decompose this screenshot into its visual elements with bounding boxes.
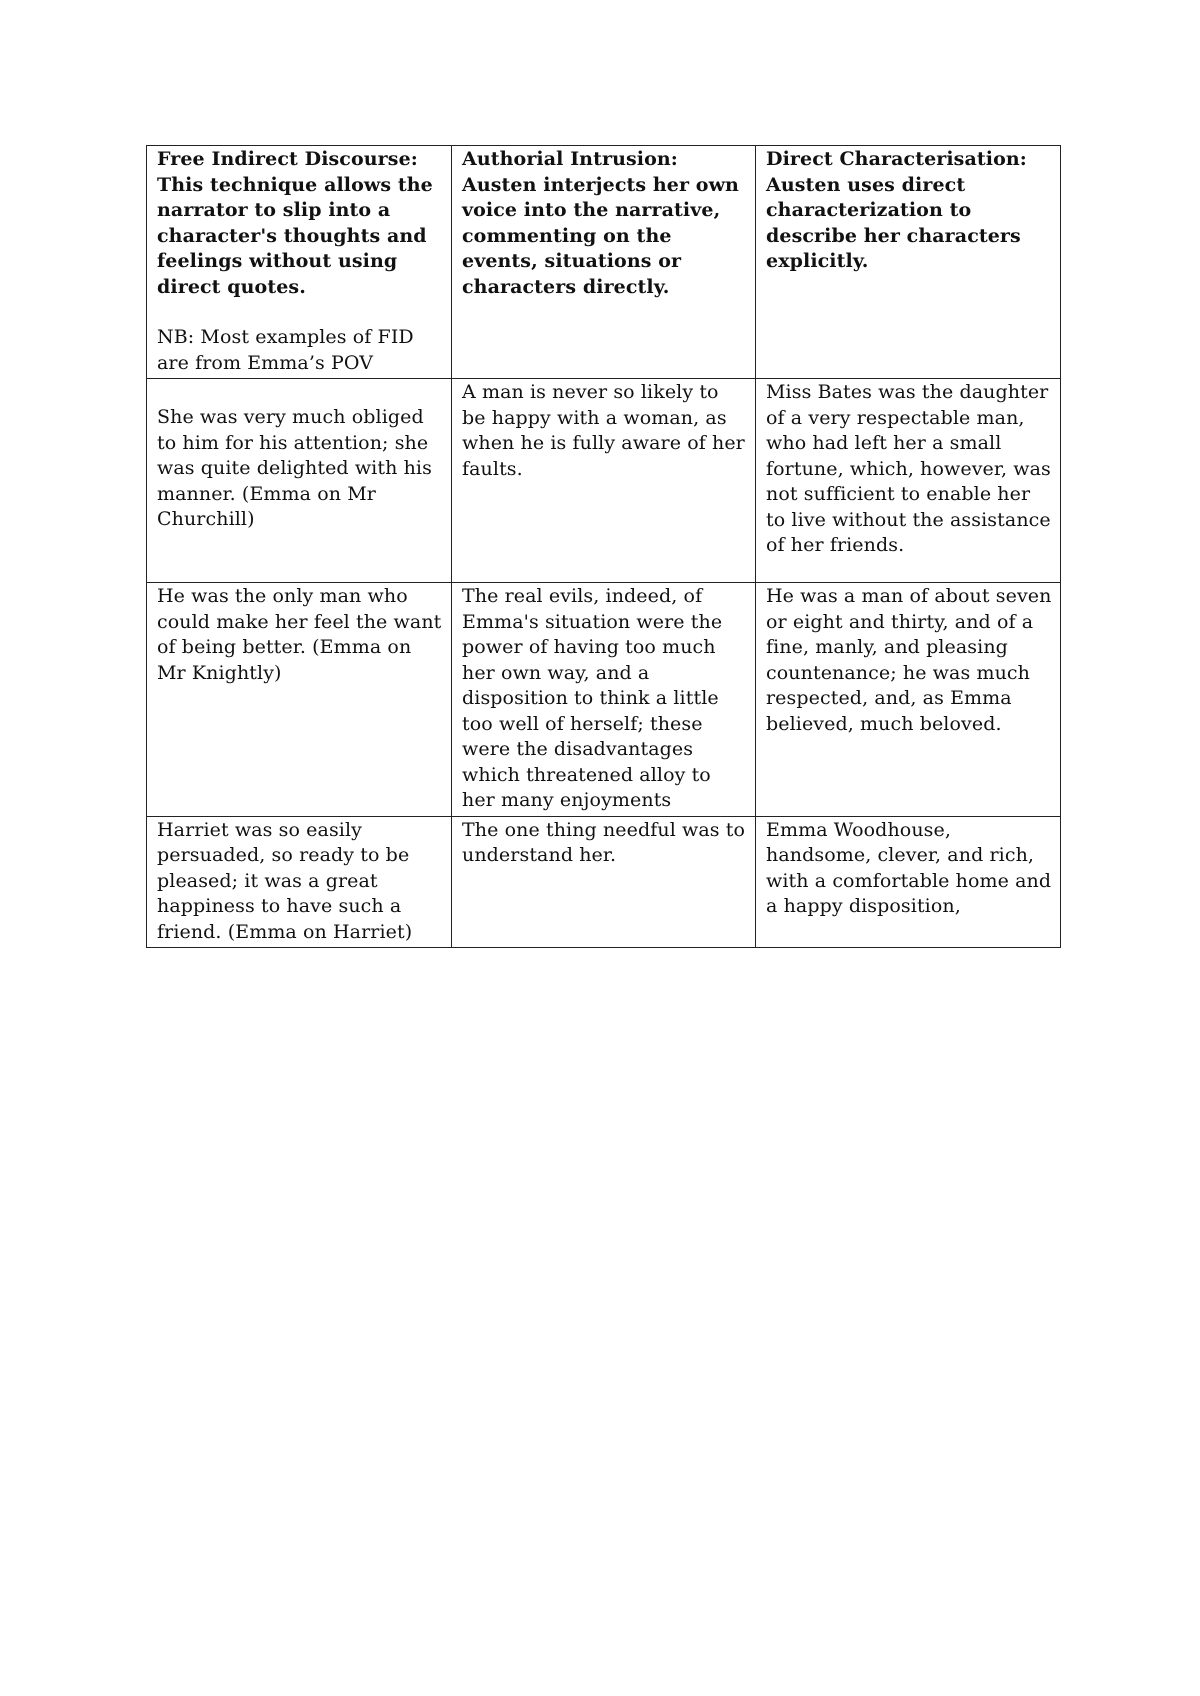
- header-note: NB: Most examples of FID are from Emma’s POV: [157, 326, 414, 374]
- cell-text: Emma Woodhouse, handsome, clever, and rich, with a comfortable home and a happy disposition,: [766, 818, 1052, 917]
- header-cell-free-indirect-discourse: [147, 146, 452, 379]
- header-description: This technique allows the narrator to slip into a character's thoughts and feelings without using direct quotes.: [157, 173, 433, 298]
- table-cell: [452, 816, 756, 948]
- cell-text: She was very much obliged to him for his attention; she was quite delighted with his manner. (Emma on Mr Churchill): [157, 406, 432, 530]
- table-cell: [147, 379, 452, 583]
- table-row: [147, 816, 1061, 948]
- table-row: [147, 379, 1061, 583]
- table-cell: [452, 583, 756, 817]
- table-row: [147, 583, 1061, 817]
- cell-text: The real evils, indeed, of Emma's situation were the power of having too much her own way, and a disposition to think a little too well of herself; these were the disadvantages which threatened alloy to her many enjoyments: [462, 585, 723, 811]
- header-title: Authorial Intrusion:: [462, 148, 678, 170]
- table-cell: [756, 583, 1061, 817]
- literary-techniques-table: [146, 145, 1061, 948]
- table-cell: [147, 816, 452, 948]
- table-cell: [147, 583, 452, 817]
- cell-text: Harriet was so easily persuaded, so ready to be pleased; it was a great happiness to have such a friend. (Emma on Harriet): [157, 818, 413, 943]
- header-description: Austen interjects her own voice into the narrative, commenting on the events, situations or characters directly.: [462, 173, 739, 298]
- header-title: Direct Characterisation:: [766, 148, 1027, 170]
- cell-text: A man is never so likely to be happy with a woman, as when he is fully aware of her faults.: [462, 381, 745, 480]
- header-cell-direct-characterisation: [756, 146, 1061, 379]
- cell-text: He was a man of about seven or eight and thirty, and of a fine, manly, and pleasing countenance; he was much respected, and, as Emma believed, much beloved.: [766, 585, 1052, 735]
- table-cell: [452, 379, 756, 583]
- cell-text: He was the only man who could make her feel the want of being better. (Emma on Mr Knightly): [157, 585, 442, 684]
- table-cell: [756, 816, 1061, 948]
- header-description: Austen uses direct characterization to describe her characters explicitly.: [766, 173, 1021, 272]
- header-title: Free Indirect Discourse:: [157, 148, 418, 170]
- header-cell-authorial-intrusion: [452, 146, 756, 379]
- cell-text: Miss Bates was the daughter of a very respectable man, who had left her a small fortune, which, however, was not sufficient to enable her to live without the assistance of her friends.: [766, 381, 1051, 556]
- table-header-row: [147, 146, 1061, 379]
- cell-text: The one thing needful was to understand her.: [462, 818, 746, 866]
- table-cell: [756, 379, 1061, 583]
